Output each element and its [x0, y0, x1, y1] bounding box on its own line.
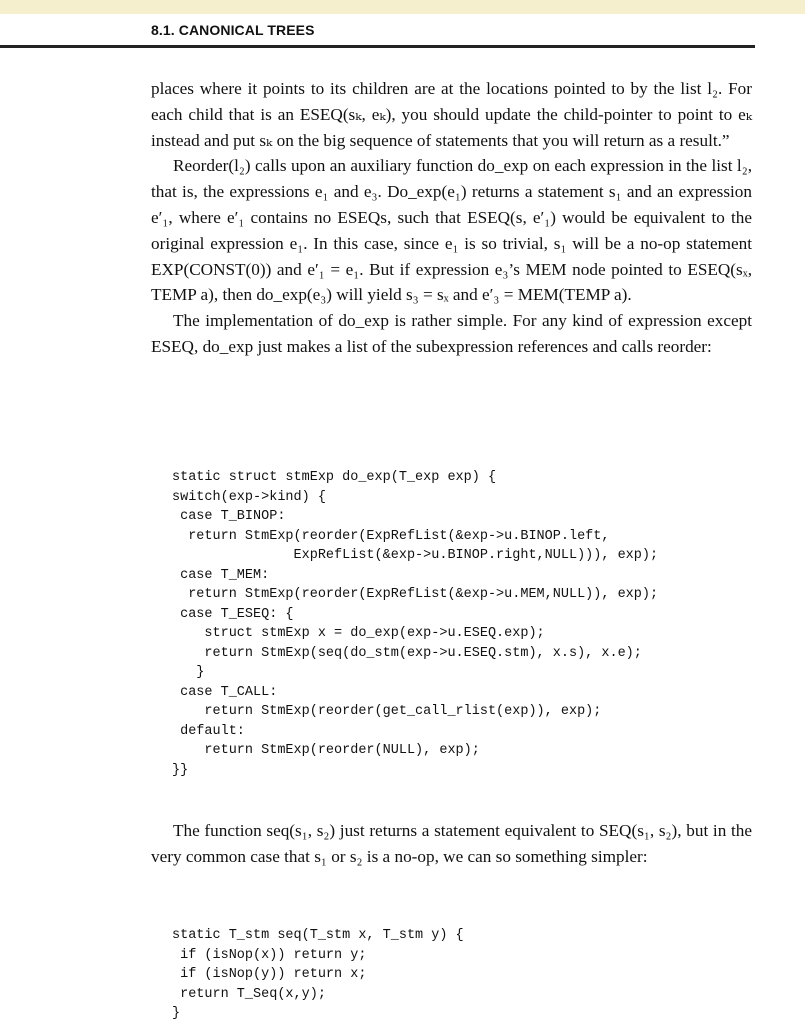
header-rule	[0, 45, 755, 48]
paragraph-continuation: places where it points to its children are at the locations pointed to by the list l₂. For each child that is an ESEQ(sₖ, eₖ), you should update the child-pointer to point to eₖ instead and put sₖ on the big sequence of statements that you will return as a result.”	[151, 79, 752, 150]
section-header: 8.1. CANONICAL TREES	[151, 22, 315, 38]
code-do-exp: static struct stmExp do_exp(T_exp exp) { switch(exp->kind) { case T_BINOP: return StmExp(reorder(ExpRefList(&exp->u.BINOP.left, ExpRefList(&exp->u.BINOP.right,NULL))), exp); case T_MEM: return StmExp(reorder(ExpRefList(&exp->u.MEM,NULL)), exp); case T_ESEQ: { struct stmExp x = do_exp(exp->u.ESEQ.exp); return StmExp(seq(do_stm(exp->u.ESEQ.stm), x.s), x.e); } case T_CALL: return StmExp(reorder(get_call_rlist(exp)), exp); default: return StmExp(reorder(NULL), exp); }}	[172, 470, 659, 778]
text-block-lower	[151, 818, 752, 870]
paragraph-reorder: Reorder(l₂) calls upon an auxiliary function do_exp on each expression in the list l₂, that is, the expressions e₁ and e₃. Do_exp(e₁) returns a statement s₁ and an expression e′₁, where e′₁ contains no ESEQs, such that ESEQ(s, e′₁) would be equivalent to the original expression e₁. In this case, since e₁ is so trivial, s₁ will be a no-op statement EXP(CONST(0)) and e′₁ = e₁. But if expression e₃’s MEM node pointed to ESEQ(sₓ, TEMP a), then do_exp(e₃) will yield s₃ = sₓ and e′₃ = MEM(TEMP a).	[151, 156, 752, 305]
paragraph-implementation: The implementation of do_exp is rather simple. For any kind of expression except ESEQ, do_exp just makes a list of the subexpression references and calls reorder:	[151, 311, 752, 356]
paragraph-seq: The function seq(s₁, s₂) just returns a statement equivalent to SEQ(s₁, s₂), but in the very common case that s₁ or s₂ is a no-op, we can so something simpler:	[151, 821, 752, 866]
code-seq: static T_stm seq(T_stm x, T_stm y) { if (isNop(x)) return y; if (isNop(y)) return x; return T_Seq(x,y); }	[172, 928, 464, 1021]
text-block-upper	[151, 76, 752, 360]
top-margin-band	[0, 0, 805, 14]
